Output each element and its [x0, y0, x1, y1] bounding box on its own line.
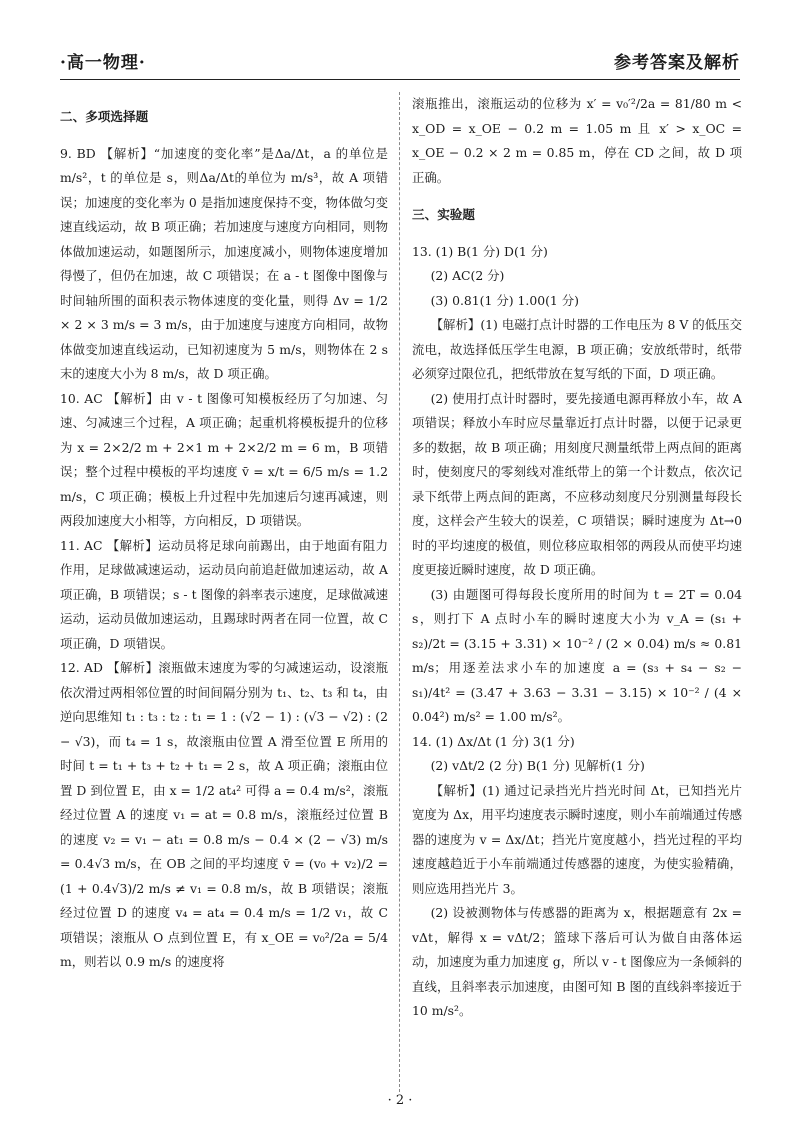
paragraph: 9. BD 【解析】“加速度的变化率”是Δa/Δt，a 的单位是 m/s²，t 的单位是 s，则Δa/Δt的单位为 m/s³，故 A 项错误；加速度的变化率为 0 是指加速度保持不变，物体做匀变速直线运动，故 B 项正确；若加速度与速度方向相同，则物体做加速运动，如题图所示，加速度减小，则物体速度增加得慢了，但仍在加速，故 C 项错误；在 a - t 图像中图像与时间轴所围的面积表示物体速度的变化量，则得 Δv = 1/2 × 2 × 3 m/s = 3 m/s，由于加速度与速度方向相同，故物体做变加速直线运动，已知初速度为 5 m/s，则物体在 2 s 末的速度大小为 8 m/s，故 D 项正确。	[60, 145, 388, 382]
column-divider	[399, 92, 400, 1092]
section-title: 参考答案及解析	[614, 53, 740, 73]
paragraph: 10. AC 【解析】由 v - t 图像可知模板经历了匀加速、匀速、匀减速三个过程，A 项正确；起重机将模板提升的位移为 x = 2×2/2 m + 2×1 m + 2×2/2 m = 6 m，B 项错误；整个过程中模板的平均速度 v̄ = x/t = 6/5 m/s = 1.2 m/s，C 项正确；模板上升过程中先加速后匀速再减速，则两段加速度大小相等，方向相反，D 项错误。	[60, 390, 388, 529]
paragraph: (3) 0.81(1 分) 1.00(1 分)	[430, 292, 579, 308]
header-rule	[60, 79, 740, 80]
paragraph: 12. AD 【解析】滚瓶做末速度为零的匀减速运动，设滚瓶依次滑过两相邻位置的时间间隔分别为 t₁、t₂、t₃ 和 t₄，由逆向思维知 t₁ : t₃ : t₂ : t₁ = 1 : (√2 − 1) : (√3 − √2) : (2 − √3)，而 t₄ = 1 s，故滚瓶由位置 A 滑至位置 E 所用的时间 t = t₁ + t₃ + t₂ + t₁ = 2 s，故 A 项正确；滚瓶由位置 D 到位置 E，由 x = 1/2 at₄² 可得 a = 0.4 m/s²，滚瓶经过位置 A 的速度 v₁ = at = 0.8 m/s，滚瓶经过位置 B 的速度 v₂ = v₁ − at₁ = 0.8 m/s − 0.4 × (2 − √3) m/s = 0.4√3 m/s，在 OB 之间的平均速度 v̄ = (v₀ + v₂)/2 = (1 + 0.4√3)/2 m/s ≠ v₁ = 0.8 m/s，故 B 项错误；滚瓶经过位置 D 的速度 v₄ = at₄ = 0.4 m/s = 1/2 v₁，故 C 项错误；滚瓶从 O 点到位置 E，有 x_OE = v₀²/2a = 5/4 m，则若以 0.9 m/s 的速度将	[60, 660, 388, 970]
paragraph: 【解析】(1) 电磁打点计时器的工作电压为 8 V 的低压交流电，故选择低压学生电源，B 项正确；安放纸带时，纸带必须穿过限位孔，把纸带放在复写纸的下面，D 项正确。	[412, 317, 742, 382]
section-heading: 二、多项选择题	[60, 108, 149, 124]
paragraph: (3) 由题图可得每段长度所用的时间为 t = 2T = 0.04 s，则打下 A 点时小车的瞬时速度大小为 v_A = (s₁ + s₂)/2t = (3.15 + 3.31) × 10⁻² / (2 × 0.04) m/s ≈ 0.81 m/s；用逐差法求小车的加速度 a = (s₃ + s₄ − s₂ − s₁)/4t² = (3.47 + 3.63 − 3.31 − 3.15) × 10⁻² / (4 × 0.04²) m/s² = 1.00 m/s²。	[412, 586, 742, 725]
paragraph: (2) vΔt/2 (2 分) B(1 分) 见解析(1 分)	[430, 758, 645, 774]
subject-title: ·高一物理·	[60, 53, 146, 73]
paragraph: 14. (1) Δx/Δt (1 分) 3(1 分)	[412, 733, 575, 749]
paragraph: (2) AC(2 分)	[430, 268, 505, 284]
right-column	[412, 92, 742, 1024]
paragraph: 【解析】(1) 通过记录挡光片挡光时间 Δt，已知挡光片宽度为 Δx，用平均速度表示瞬时速度，则小车前端通过传感器的速度为 v = Δx/Δt；挡光片宽度越小，挡光过程的平均速度越趋近于小车前端通过传感器的速度，为使实验精确，则应选用挡光片 3。	[412, 782, 742, 896]
paragraph: 13. (1) B(1 分) D(1 分)	[412, 243, 548, 259]
page-number: · 2 ·	[387, 1093, 413, 1108]
paragraph: 11. AC 【解析】运动员将足球向前踢出，由于地面有阻力作用，足球做减速运动，运动员向前追赶做加速运动，故 A 项正确，B 项错误；s - t 图像的斜率表示速度，足球做减速运动，运动员做加速运动，且踢球时两者在同一位置，故 C 项正确，D 项错误。	[60, 537, 388, 651]
page-header	[60, 40, 740, 80]
left-column	[60, 92, 388, 975]
paragraph: (2) 使用打点计时器时，要先接通电源再释放小车，故 A 项错误；释放小车时应尽量靠近打点计时器，以便于记录更多的数据，故 B 项正确；用刻度尺测量纸带上两点间的距离时，使刻度尺的零刻线对准纸带上的第一个计数点，依次记录下纸带上两点间的距离，不应移动刻度尺分别测量每段长度，这样会产生较大的误差，C 项错误；瞬时速度为 Δt→0 时的平均速度的极值，则位移应取相邻的两段从而使平均速度更接近瞬时速度，故 D 项正确。	[412, 390, 742, 578]
paragraph: (2) 设被测物体与传感器的距离为 x，根据题意有 2x = vΔt，解得 x = vΔt/2；篮球下落后可认为做自由落体运动，加速度为重力加速度 g，所以 v - t 图像应为一条倾斜的直线，且斜率表示加速度，由图可知 B 图的直线斜率接近于 10 m/s²。	[412, 905, 742, 1019]
paragraph: 滚瓶推出，滚瓶运动的位移为 x′ = v₀′²/2a = 81/80 m < x_OD = x_OE − 0.2 m = 1.05 m 且 x′ > x_OC = x_OE − 0.2 × 2 m = 0.85 m，停在 CD 之间，故 D 项正确。	[412, 96, 742, 185]
section-heading: 三、实验题	[412, 206, 475, 222]
